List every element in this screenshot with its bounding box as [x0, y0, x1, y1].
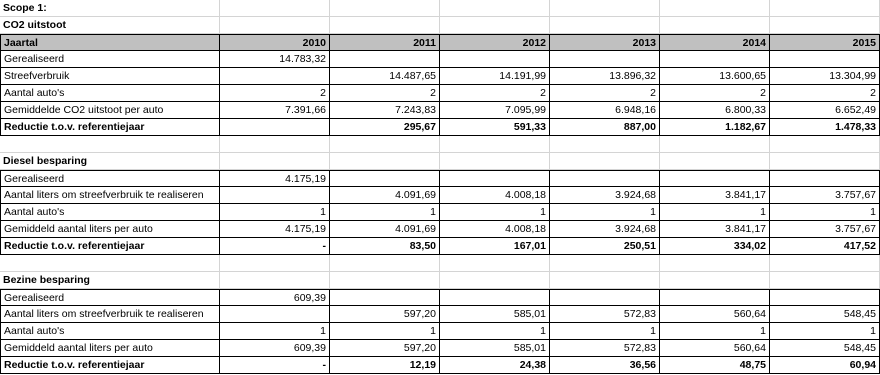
table-row	[0, 102, 880, 119]
value-cell[interactable]: 24,38	[440, 357, 550, 374]
value-cell[interactable]: 1	[220, 204, 330, 221]
table-row-total	[0, 357, 880, 374]
value-cell[interactable]: 1	[770, 204, 880, 221]
value-cell[interactable]: 887,00	[550, 119, 660, 136]
value-cell[interactable]	[220, 68, 330, 85]
row-label[interactable]: Reductie t.o.v. referentiejaar	[0, 238, 220, 255]
row-label[interactable]: Reductie t.o.v. referentiejaar	[0, 119, 220, 136]
value-cell[interactable]	[220, 306, 330, 323]
value-cell[interactable]: 2	[770, 85, 880, 102]
value-cell[interactable]: 1	[550, 323, 660, 340]
value-cell[interactable]: 1	[660, 204, 770, 221]
year-cell[interactable]: 2012	[440, 34, 550, 51]
value-cell[interactable]: 3.841,17	[660, 187, 770, 204]
value-cell[interactable]: 1	[330, 204, 440, 221]
section-title-row	[0, 153, 880, 170]
value-cell[interactable]: 7.243,83	[330, 102, 440, 119]
value-cell[interactable]	[220, 187, 330, 204]
section-title[interactable]: CO2 uitstoot	[0, 17, 220, 34]
value-cell[interactable]: 585,01	[440, 340, 550, 357]
value-cell[interactable]: 1	[660, 323, 770, 340]
value-cell[interactable]: 2	[330, 85, 440, 102]
table-row	[0, 85, 880, 102]
scope-row	[0, 0, 880, 17]
value-cell[interactable]: 585,01	[440, 306, 550, 323]
value-cell[interactable]: 13.304,99	[770, 68, 880, 85]
year-cell[interactable]: 2014	[660, 34, 770, 51]
table-row	[0, 340, 880, 357]
value-cell[interactable]: 591,33	[440, 119, 550, 136]
row-label[interactable]: Gerealiseerd	[0, 289, 220, 306]
row-label[interactable]: Aantal auto's	[0, 323, 220, 340]
header-label[interactable]: Jaartal	[0, 34, 220, 51]
value-cell[interactable]: 3.841,17	[660, 221, 770, 238]
value-cell[interactable]: 1	[220, 323, 330, 340]
value-cell[interactable]: 1	[440, 323, 550, 340]
value-cell[interactable]: 4.091,69	[330, 221, 440, 238]
value-cell[interactable]	[660, 289, 770, 306]
value-cell[interactable]	[440, 51, 550, 68]
value-cell[interactable]	[660, 170, 770, 187]
value-cell[interactable]: 7.391,66	[220, 102, 330, 119]
value-cell[interactable]: 48,75	[660, 357, 770, 374]
value-cell[interactable]: 3.757,67	[770, 187, 880, 204]
value-cell[interactable]: 1.182,67	[660, 119, 770, 136]
value-cell[interactable]: 548,45	[770, 306, 880, 323]
value-cell[interactable]	[550, 289, 660, 306]
value-cell[interactable]	[330, 170, 440, 187]
value-cell[interactable]: 4.175,19	[220, 170, 330, 187]
value-cell[interactable]: 1	[440, 204, 550, 221]
value-cell[interactable]: 4.008,18	[440, 187, 550, 204]
value-cell[interactable]: 6.948,16	[550, 102, 660, 119]
value-cell[interactable]: 597,20	[330, 306, 440, 323]
value-cell[interactable]	[770, 51, 880, 68]
value-cell[interactable]	[220, 119, 330, 136]
table-row	[0, 187, 880, 204]
header-row	[0, 34, 880, 51]
value-cell[interactable]: 417,52	[770, 238, 880, 255]
value-cell[interactable]	[330, 289, 440, 306]
value-cell[interactable]: 1	[330, 323, 440, 340]
value-cell[interactable]	[330, 51, 440, 68]
value-cell[interactable]: 597,20	[330, 340, 440, 357]
section-title[interactable]: Diesel besparing	[0, 153, 220, 170]
value-cell[interactable]: 572,83	[550, 340, 660, 357]
empty-row	[0, 136, 880, 153]
value-cell[interactable]: 609,39	[220, 289, 330, 306]
row-label[interactable]: Gemiddeld aantal liters per auto	[0, 221, 220, 238]
table-row	[0, 68, 880, 85]
table-row	[0, 289, 880, 306]
value-cell[interactable]: 167,01	[440, 238, 550, 255]
value-cell[interactable]: 4.175,19	[220, 221, 330, 238]
section-title-row	[0, 272, 880, 289]
table-row	[0, 221, 880, 238]
table-row-total	[0, 119, 880, 136]
value-cell[interactable]: 3.924,68	[550, 187, 660, 204]
year-cell[interactable]: 2013	[550, 34, 660, 51]
table-row-total	[0, 238, 880, 255]
value-cell[interactable]: 1.478,33	[770, 119, 880, 136]
row-label[interactable]: Aantal liters om streefverbruik te realiseren	[0, 306, 220, 323]
row-label[interactable]: Aantal auto's	[0, 85, 220, 102]
value-cell[interactable]: 4.091,69	[330, 187, 440, 204]
value-cell[interactable]: 2	[440, 85, 550, 102]
value-cell[interactable]: 4.008,18	[440, 221, 550, 238]
value-cell[interactable]: 3.757,67	[770, 221, 880, 238]
value-cell[interactable]	[440, 289, 550, 306]
value-cell[interactable]: 6.800,33	[660, 102, 770, 119]
table-row	[0, 204, 880, 221]
value-cell[interactable]: 609,39	[220, 340, 330, 357]
value-cell[interactable]: 14.487,65	[330, 68, 440, 85]
row-label[interactable]: Gerealiseerd	[0, 51, 220, 68]
row-label[interactable]: Streefverbruik	[0, 68, 220, 85]
value-cell[interactable]: 295,67	[330, 119, 440, 136]
value-cell[interactable]: 2	[550, 85, 660, 102]
row-label[interactable]: Reductie t.o.v. referentiejaar	[0, 357, 220, 374]
value-cell[interactable]: 250,51	[550, 238, 660, 255]
value-cell[interactable]: 7.095,99	[440, 102, 550, 119]
value-cell[interactable]: -	[220, 238, 330, 255]
row-label[interactable]: Aantal auto's	[0, 204, 220, 221]
year-cell[interactable]: 2010	[220, 34, 330, 51]
year-cell[interactable]: 2011	[330, 34, 440, 51]
value-cell[interactable]: 14.191,99	[440, 68, 550, 85]
value-cell[interactable]: 36,56	[550, 357, 660, 374]
value-cell[interactable]: 1	[770, 323, 880, 340]
section-title-row	[0, 17, 880, 34]
value-cell[interactable]: 13.600,65	[660, 68, 770, 85]
value-cell[interactable]: 572,83	[550, 306, 660, 323]
value-cell[interactable]	[440, 170, 550, 187]
value-cell[interactable]	[550, 51, 660, 68]
value-cell[interactable]: 6.652,49	[770, 102, 880, 119]
value-cell[interactable]: 60,94	[770, 357, 880, 374]
empty-row	[0, 255, 880, 272]
value-cell[interactable]: 3.924,68	[550, 221, 660, 238]
value-cell[interactable]	[660, 51, 770, 68]
table-row	[0, 323, 880, 340]
value-cell[interactable]: 1	[550, 204, 660, 221]
value-cell[interactable]: 13.896,32	[550, 68, 660, 85]
table-row	[0, 170, 880, 187]
value-cell[interactable]	[550, 170, 660, 187]
year-cell[interactable]: 2015	[770, 34, 880, 51]
value-cell[interactable]: 2	[660, 85, 770, 102]
value-cell[interactable]	[770, 170, 880, 187]
row-label[interactable]: Aantal liters om streefverbruik te realiseren	[0, 187, 220, 204]
row-label[interactable]: Gemiddelde CO2 uitstoot per auto	[0, 102, 220, 119]
value-cell[interactable]: 2	[220, 85, 330, 102]
row-label[interactable]: Gerealiseerd	[0, 170, 220, 187]
scope-title[interactable]: Scope 1:	[0, 0, 220, 17]
value-cell[interactable]: 548,45	[770, 340, 880, 357]
value-cell[interactable]: 560,64	[660, 340, 770, 357]
value-cell[interactable]: 83,50	[330, 238, 440, 255]
value-cell[interactable]: 560,64	[660, 306, 770, 323]
table-row	[0, 51, 880, 68]
table-row	[0, 306, 880, 323]
row-label[interactable]: Gemiddeld aantal liters per auto	[0, 340, 220, 357]
value-cell[interactable]: 12,19	[330, 357, 440, 374]
value-cell[interactable]: -	[220, 357, 330, 374]
value-cell[interactable]: 334,02	[660, 238, 770, 255]
section-title[interactable]: Bezine besparing	[0, 272, 220, 289]
value-cell[interactable]: 14.783,32	[220, 51, 330, 68]
value-cell[interactable]	[770, 289, 880, 306]
